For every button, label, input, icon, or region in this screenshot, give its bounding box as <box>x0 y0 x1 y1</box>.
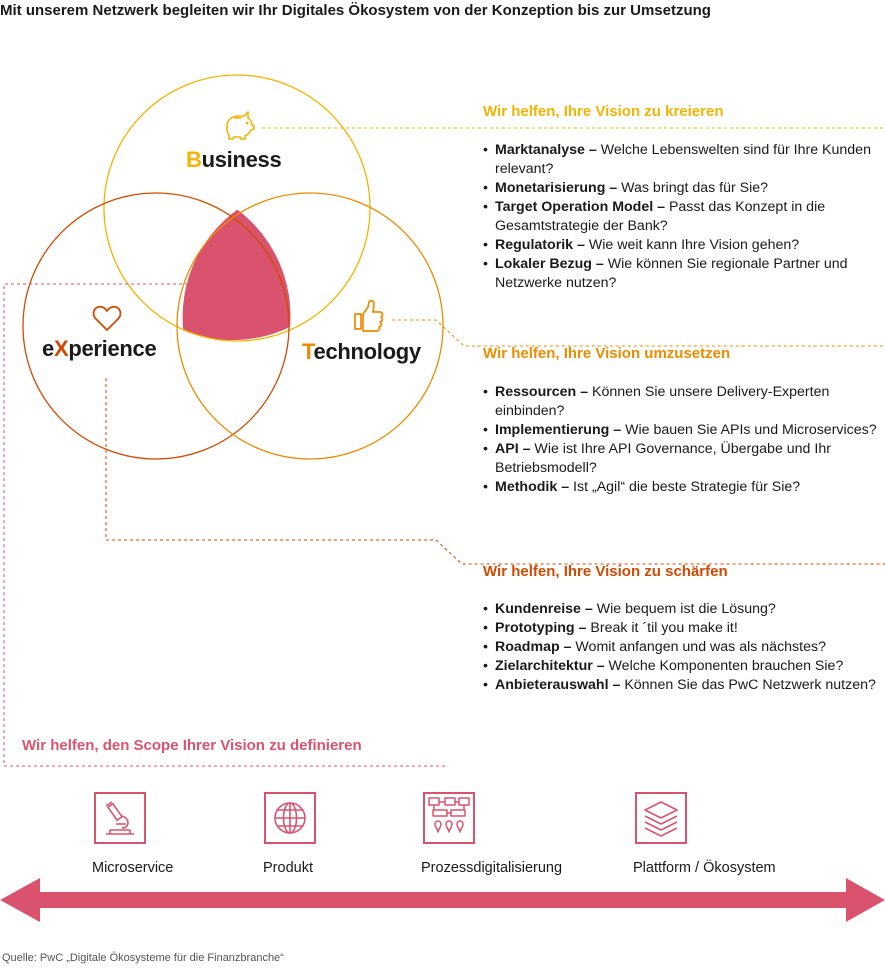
thumbs-up-icon <box>355 301 382 331</box>
scope-arrow <box>0 878 885 922</box>
globe-icon <box>264 792 316 844</box>
list-item: • Regulatorik – Wie weit kann Ihre Vision gehen? <box>483 236 883 255</box>
list-item: • API – Wie ist Ihre API Governance, Übergabe und Ihr Betriebsmodell? <box>483 440 883 478</box>
list-item: • Methodik – Ist „Agil“ die beste Strategie für Sie? <box>483 478 883 497</box>
list-item: • Implementierung – Wie bauen Sie APIs und Microservices? <box>483 421 883 440</box>
process-map-icon <box>423 792 475 844</box>
scope-label-prozessdigitalisierung: Prozessdigitalisierung <box>421 860 563 876</box>
experience-label-highlight: X <box>53 336 69 361</box>
list-item: • Monetarisierung – Was bringt das für Sie? <box>483 179 883 198</box>
section-heading-schaerfen: Wir helfen, Ihre Vision zu schärfen <box>483 563 728 580</box>
list-item: • Zielarchitektur – Welche Komponenten brauchen Sie? <box>483 657 883 676</box>
list-item: • Kundenreise – Wie bequem ist die Lösung? <box>483 600 883 619</box>
list-item: • Ressourcen – Können Sie unsere Delivery-Experten einbinden? <box>483 383 883 421</box>
layers-icon <box>635 792 687 844</box>
scope-label-produkt: Produkt <box>263 860 313 876</box>
technology-label-initial: T <box>302 339 314 364</box>
section-list-umsetzen <box>483 383 883 497</box>
experience-label <box>42 336 156 362</box>
connector-technology <box>392 320 885 346</box>
list-item: • Marktanalyse – Welche Lebenswelten sind für Ihre Kunden relevant? <box>483 141 883 179</box>
scope-heading: Wir helfen, den Scope Ihrer Vision zu definieren <box>22 737 362 754</box>
section-list-schaerfen <box>483 600 883 695</box>
business-label-initial: B <box>186 147 202 172</box>
experience-label-rest: perience <box>68 336 157 361</box>
experience-label-pre: e <box>42 336 54 361</box>
section-list-kreieren <box>483 141 883 293</box>
scope-label-plattform: Plattform / Ökosystem <box>633 860 776 876</box>
technology-label-rest: echnology <box>313 339 421 364</box>
technology-label <box>302 339 421 365</box>
heart-icon <box>94 307 121 330</box>
list-item: • Prototyping – Break it ´til you make it! <box>483 619 883 638</box>
microscope-icon <box>94 792 146 844</box>
section-heading-umsetzen: Wir helfen, Ihre Vision umzusetzen <box>483 345 731 362</box>
business-label <box>186 147 281 173</box>
list-item: • Roadmap – Womit anfangen und was als nächstes? <box>483 638 883 657</box>
source-note: Quelle: PwC „Digitale Ökosysteme für die Finanzbranche“ <box>2 952 284 964</box>
section-heading-kreieren: Wir helfen, Ihre Vision zu kreieren <box>483 103 724 120</box>
venn-intersection <box>183 210 291 340</box>
page-title: Mit unserem Netzwerk begleiten wir Ihr Digitales Ökosystem von der Konzeption bis zur Umsetzung <box>0 2 711 19</box>
list-item: • Target Operation Model – Passt das Konzept in die Gesamtstrategie der Bank? <box>483 198 883 236</box>
scope-label-microservice: Microservice <box>92 860 174 876</box>
list-item: • Lokaler Bezug – Wie können Sie regionale Partner und Netzwerke nutzen? <box>483 255 883 293</box>
piggy-bank-icon <box>227 112 254 139</box>
business-label-rest: usiness <box>201 147 282 172</box>
list-item: • Anbieterauswahl – Können Sie das PwC Netzwerk nutzen? <box>483 676 883 695</box>
